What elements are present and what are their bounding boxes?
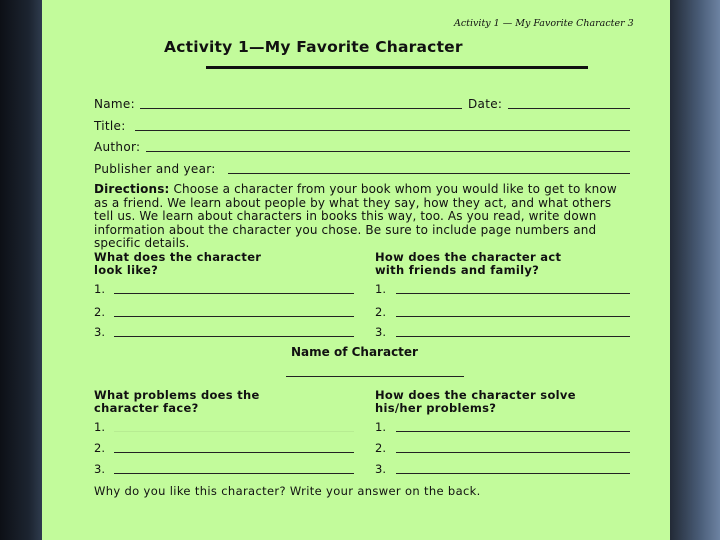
item-number: 3. <box>375 325 386 339</box>
publisher-label: Publisher and year: <box>94 162 216 176</box>
question-line: How does the character act <box>375 250 562 264</box>
author-label: Author: <box>94 140 141 154</box>
answer-line[interactable] <box>114 452 354 453</box>
character-name-label: Name of Character <box>291 345 418 359</box>
answer-line[interactable] <box>396 431 630 432</box>
character-name-field[interactable] <box>286 376 464 377</box>
question-solutions <box>375 389 576 415</box>
question-line: What does the character <box>94 250 262 264</box>
answer-line[interactable] <box>396 473 630 474</box>
item-number: 1. <box>375 420 386 434</box>
publisher-field[interactable] <box>228 173 630 174</box>
running-head: Activity 1 — My Favorite Character 3 <box>454 18 634 29</box>
answer-line[interactable] <box>396 316 630 317</box>
item-number: 2. <box>94 441 105 455</box>
question-line: with friends and family? <box>375 263 540 277</box>
answer-line[interactable] <box>396 293 630 294</box>
item-number: 3. <box>94 462 105 476</box>
answer-line[interactable] <box>396 336 630 337</box>
date-label: Date: <box>468 97 503 111</box>
title-underline <box>206 66 588 69</box>
question-problems <box>94 389 260 415</box>
question-behavior <box>375 251 561 277</box>
directions-paragraph <box>94 183 634 251</box>
directions-text: Choose a character from your book whom you would like to get to know as a friend. We learn about people by what they say, how they act, and what others tell us. We learn about characters in books this way, too. As you read, write down information about the character you chose. Be sure to include page numbers and specific details. <box>94 182 617 251</box>
name-label: Name: <box>94 97 135 111</box>
question-line: What problems does the <box>94 388 260 402</box>
item-number: 3. <box>94 325 105 339</box>
answer-line[interactable] <box>114 293 354 294</box>
item-number: 2. <box>375 441 386 455</box>
date-field[interactable] <box>508 108 630 109</box>
answer-line[interactable] <box>114 431 354 432</box>
item-number: 1. <box>375 282 386 296</box>
item-number: 1. <box>94 420 105 434</box>
title-label: Title: <box>94 119 126 133</box>
question-line: his/her problems? <box>375 401 497 415</box>
title-field[interactable] <box>135 130 630 131</box>
name-field[interactable] <box>140 108 462 109</box>
slide-right-border <box>670 0 720 540</box>
directions-label: Directions: <box>94 182 170 196</box>
answer-line[interactable] <box>114 473 354 474</box>
question-line: look like? <box>94 263 159 277</box>
item-number: 3. <box>375 462 386 476</box>
question-line: character face? <box>94 401 199 415</box>
item-number: 2. <box>375 305 386 319</box>
worksheet-page <box>42 0 670 540</box>
answer-line[interactable] <box>114 336 354 337</box>
page-title: Activity 1—My Favorite Character <box>164 38 463 56</box>
question-appearance <box>94 251 261 277</box>
item-number: 1. <box>94 282 105 296</box>
author-field[interactable] <box>146 151 630 152</box>
answer-line[interactable] <box>114 316 354 317</box>
answer-line[interactable] <box>396 452 630 453</box>
item-number: 2. <box>94 305 105 319</box>
footer-question: Why do you like this character? Write your answer on the back. <box>94 484 481 498</box>
question-line: How does the character solve <box>375 388 576 402</box>
